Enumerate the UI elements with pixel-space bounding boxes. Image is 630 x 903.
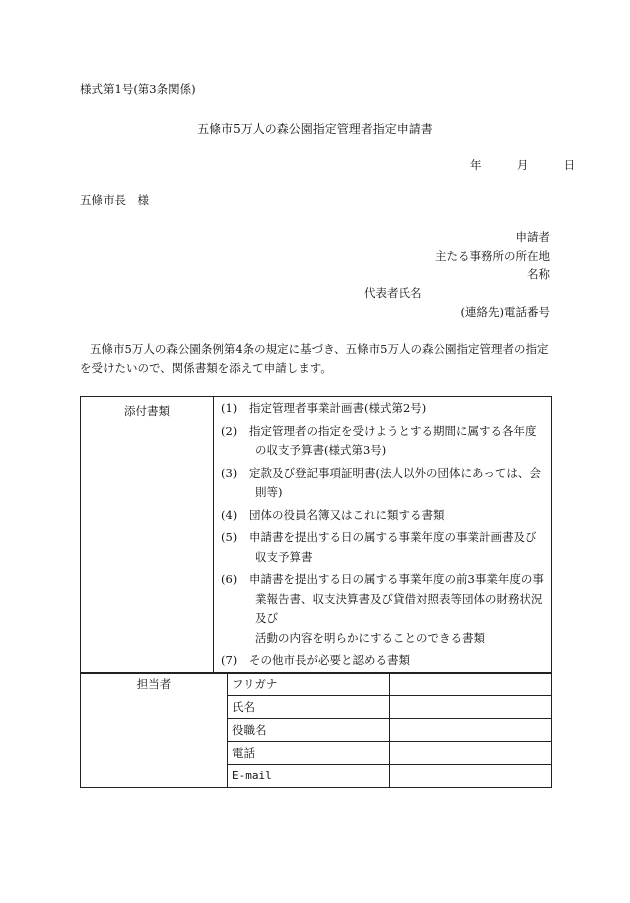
attachment-text: 指定管理者事業計画書(様式第2号) <box>249 401 427 415</box>
attachment-number: (1) <box>221 401 238 415</box>
date-day: 日 <box>563 158 576 172</box>
position-label: 役職名 <box>228 719 390 742</box>
document-title: 五條市5万人の森公園指定管理者指定申請書 <box>197 122 433 136</box>
attachment-text-continued: 活動の内容を明らかにすることのできる書類 <box>255 630 485 645</box>
attachment-text-continued: 業報告書、収支決算書及び貸借対照表等団体の財務状況及び <box>255 591 543 625</box>
representative-label: 代表者氏名 <box>364 286 422 300</box>
form-number: 様式第1号(第3条関係) <box>80 82 196 96</box>
attachment-text-continued: の収支予算書(様式第3号) <box>255 443 387 457</box>
date-year: 年 <box>470 158 482 172</box>
contact-person-table <box>80 672 552 788</box>
attachment-number: (7) <box>221 653 238 667</box>
addressee: 五條市長 様 <box>80 193 149 207</box>
attachment-number: (6) <box>221 572 238 586</box>
attachments-row <box>81 397 552 674</box>
attachments-list <box>214 397 552 674</box>
contact-person-label: 担当者 <box>81 673 228 788</box>
attachment-item-3 <box>221 464 545 503</box>
email-label: E-mail <box>228 765 390 788</box>
attachment-item-2 <box>221 422 545 461</box>
attachments-table <box>80 396 552 674</box>
attachment-number: (2) <box>221 423 238 438</box>
attachment-text: 団体の役員名簿又はこれに類する書類 <box>249 507 445 522</box>
furigana-label: フリガナ <box>228 673 390 696</box>
applicant-label: 申請者 <box>515 230 550 244</box>
attachment-text: 定款及び登記事項証明書(法人以外の団体にあっては、会 <box>249 465 541 480</box>
office-address-label: 主たる事務所の所在地 <box>435 249 550 263</box>
statement-line-2: を受けたいので、関係書類を添えて申請します。 <box>80 361 332 375</box>
name-label: 氏名 <box>228 696 390 719</box>
attachment-text-continued: 則等) <box>255 485 283 499</box>
furigana-value[interactable] <box>390 673 552 696</box>
attachment-text-continued: 収支予算書 <box>255 549 313 564</box>
attachment-item-4 <box>221 506 545 526</box>
application-statement <box>80 338 552 379</box>
position-value[interactable] <box>390 719 552 742</box>
statement-line-1: 五條市5万人の森公園条例第4条の規定に基づき、五條市5万人の森公園指定管理者の指定 <box>90 342 549 356</box>
attachment-text: その他市長が必要と認める書類 <box>249 653 410 667</box>
attachment-text: 申請書を提出する日の属する事業年度の事業計画書及び <box>249 530 537 544</box>
staff-row-furigana <box>81 673 552 696</box>
name-value[interactable] <box>390 696 552 719</box>
date-month: 月 <box>516 158 529 172</box>
attachment-item-6 <box>221 570 545 648</box>
date-line <box>470 157 575 173</box>
attachment-item-5 <box>221 528 545 567</box>
attachment-number: (4) <box>221 507 238 522</box>
attachment-text: 指定管理者の指定を受けようとする期間に属する各年度 <box>249 423 537 438</box>
organization-name-label: 名称 <box>527 267 550 281</box>
attachments-label: 添付書類 <box>81 397 214 674</box>
attachment-item-1 <box>221 399 545 419</box>
phone-label: 電話 <box>228 742 390 765</box>
attachment-number: (3) <box>221 465 238 480</box>
phone-value[interactable] <box>390 742 552 765</box>
email-value[interactable] <box>390 765 552 788</box>
attachment-item-7 <box>221 651 545 671</box>
attachment-text: 申請書を提出する日の属する事業年度の前3事業年度の事 <box>249 572 544 586</box>
contact-phone-label: (連絡先)電話番号 <box>460 305 550 319</box>
attachment-number: (5) <box>221 530 238 544</box>
